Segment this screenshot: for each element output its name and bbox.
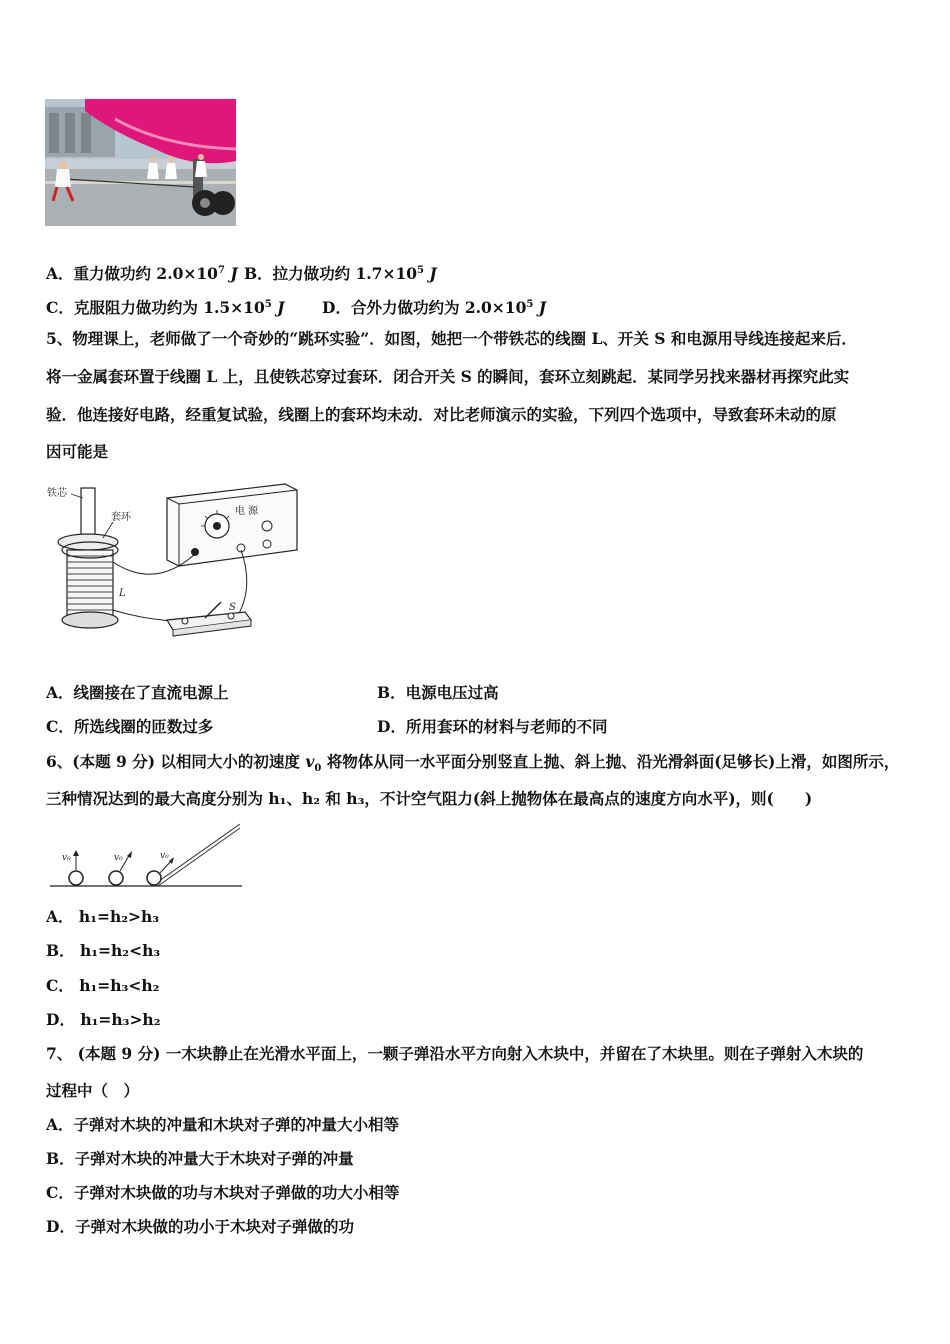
q7-option-b: B．子弹对木块的冲量大于木块对子弹的冲量 (46, 1149, 354, 1168)
q5-stem-line4: 因可能是 (46, 442, 109, 461)
q4-option-c: C．克服阻力做功约为 $1.5\times 10^5$ J (46, 298, 285, 318)
q4-option-d: D．合外力做功约为 $2.0\times 10^5$ J (322, 298, 547, 318)
q5-option-b: B．电源电压过高 (377, 683, 499, 702)
q4-option-a: A．重力做功约 $2.0\times 10^7$ J (46, 264, 238, 284)
q7-option-a: A．子弹对木块的冲量和木块对子弹的冲量大小相等 (46, 1115, 400, 1134)
q6-option-b: B． h₁=h₂<h₃ (46, 941, 161, 960)
q4-option-b: B．拉力做功约 $1.7\times 10^5$ J (244, 264, 437, 284)
q7-option-c: C．子弹对木块做的功与木块对子弹做的功大小相等 (46, 1183, 400, 1202)
q5-stem-line2: 将一金属套环置于线圈 L 上，且使铁芯穿过套环．闭合开关 S 的瞬间，套环立刻跳起．某同学另找来器材再探究此实 (46, 367, 850, 386)
q7-stem-line1: 7、 (本题 9 分) 一木块静止在光滑水平面上，一颗子弹沿水平方向射入木块中，并留在了木块里。则在子弹射入木块的 (46, 1044, 864, 1063)
airplane-photo (45, 99, 236, 226)
label-switch: S (229, 602, 236, 613)
q6-option-a: A． h₁=h₂>h₃ (46, 907, 160, 926)
q5-option-a: A．线圈接在了直流电源上 (46, 683, 229, 702)
q6-option-d: D． h₁=h₃>h₂ (46, 1010, 161, 1029)
q5-stem-line1: 5、物理课上，老师做了一个奇妙的“跳环实验”．如图，她把一个带铁芯的线圈 L、开关 S 和电源用导线连接起来后． (46, 329, 857, 348)
q7-stem-line2: 过程中（ ） (46, 1081, 140, 1100)
projectile-diagram (48, 820, 248, 892)
v0-label-2: v₀ (114, 853, 123, 863)
q5-option-c: C．所选线圈的匝数过多 (46, 717, 214, 736)
q6-stem-line2: 三种情况达到的最大高度分别为 h₁、h₂ 和 h₃，不计空气阻力(斜上抛物体在最高点的速度方向水平)，则( ) (46, 789, 813, 808)
q5-stem-line3: 验．他连接好电路，经重复试验，线圈上的套环均未动．对比老师演示的实验，下列四个选项中，导致套环未动的原 (46, 405, 837, 424)
q6-option-c: C． h₁=h₃<h₂ (46, 976, 160, 995)
label-power: 电 源 (235, 506, 259, 517)
v0-label-1: v₀ (62, 853, 71, 863)
q7-option-d: D．子弹对木块做的功小于木块对子弹做的功 (46, 1217, 354, 1236)
q6-stem-line1: 6、(本题 9 分) 以相同大小的初速度 $v_0$ 将物体从同一水平面分别竖直上抛、斜上抛、沿光滑斜面(足够长)上滑，如图所示， (46, 752, 900, 775)
q5-option-d: D．所用套环的材料与老师的不同 (377, 717, 608, 736)
jumping-ring-diagram (45, 470, 305, 660)
v0-label-3: v₀ (160, 851, 169, 861)
label-core: 铁芯 (47, 488, 67, 499)
label-ring: 套环 (111, 512, 131, 523)
label-coil: L (119, 588, 126, 599)
